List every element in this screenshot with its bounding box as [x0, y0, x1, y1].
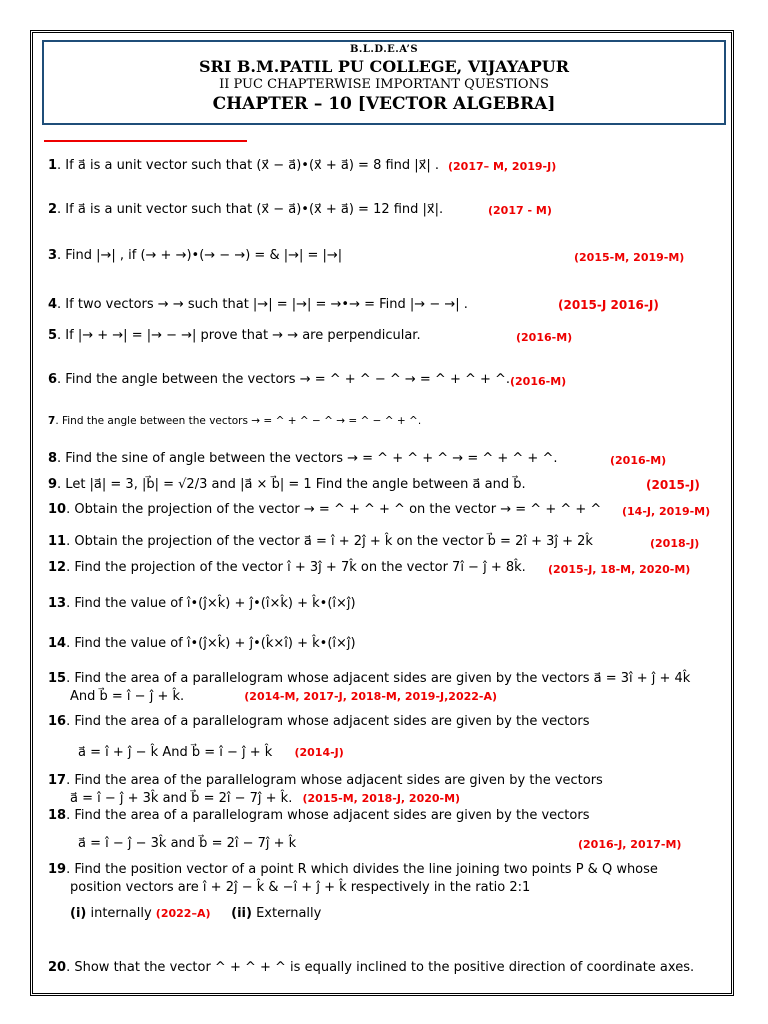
question-10: 10. Obtain the projection of the vector → = ^ + ^ + ^ on the vector → = ^ + ^ + ^ (14-J, 2019-M) — [48, 502, 711, 518]
question-years: (2014-M, 2017-J, 2018-M, 2019-J,2022-A) — [244, 690, 498, 703]
question-6: 6. Find the angle between the vectors → = ^ + ^ − ^ → = ^ + ^ + ^. (2016-M) — [48, 372, 567, 388]
question-11: 11. Obtain the projection of the vector a⃗ = î + 2ĵ + k̂ on the vector b⃗ = 2î + 3ĵ + 2k̂ (2018-J) — [48, 534, 700, 550]
question-9: 9. Let |a⃗| = 3, |b⃗| = √2/3 and |a⃗ × b⃗| = 1 Find the angle between a⃗ and b⃗. (2015-J) — [48, 477, 700, 492]
header-subtitle: II PUC CHAPTERWISE IMPORTANT QUESTIONS — [219, 77, 549, 92]
question-15-line2: And b⃗ = î − ĵ + k̂. (2014-M, 2017-J, 2018-M, 2019-J,2022-A) — [70, 689, 498, 704]
question-2: 2. If a⃗ is a unit vector such that (x⃗ − a⃗)•(x⃗ + a⃗) = 12 find |x⃗|. (2017 - M) — [48, 202, 552, 217]
question-3: 3. Find |→| , if (→ + →)•(→ − →) = & |→| = |→| (2015-M, 2019-M) — [48, 248, 685, 264]
question-17: 17. Find the area of the parallelogram whose adjacent sides are given by the vectors — [48, 773, 603, 788]
question-years: (2016-M) — [610, 454, 667, 467]
question-years: (2015-M, 2018-J, 2020-M) — [302, 792, 461, 805]
question-20: 20. Show that the vector ^ + ^ + ^ is equally inclined to the positive direction of coordinate axes. — [48, 960, 695, 975]
question-years: (2018-J) — [650, 537, 700, 550]
question-16-line2: a⃗ = î + ĵ − k̂ And b⃗ = î − ĵ + k̂ (2014-J) — [78, 745, 344, 760]
question-14: 14. Find the value of î•(ĵ×k̂) + ĵ•(k̂×î) + k̂•(î×ĵ) — [48, 636, 356, 651]
question-8: 8. Find the sine of angle between the vectors → = ^ + ^ + ^ → = ^ + ^ + ^. (2016-M) — [48, 451, 667, 467]
question-years: (2016-M) — [516, 331, 573, 344]
question-15: 15. Find the area of a parallelogram whose adjacent sides are given by the vectors a⃗ = 3î + ĵ + 4k̂ — [48, 671, 691, 686]
question-1: 1. If a⃗ is a unit vector such that (x⃗ − a⃗)•(x⃗ + a⃗) = 8 find |x⃗| . (2017– M, 2019-J) — [48, 158, 557, 173]
question-years: (2017– M, 2019-J) — [448, 160, 557, 173]
question-13: 13. Find the value of î•(ĵ×k̂) + ĵ•(î×k̂) + k̂•(î×ĵ) — [48, 596, 356, 611]
question-years: (2017 - M) — [488, 204, 552, 217]
question-years: (14-J, 2019-M) — [622, 505, 711, 518]
red-divider — [44, 140, 247, 142]
question-years: (2016-J, 2017-M) — [578, 838, 682, 851]
question-years: (2015-M, 2019-M) — [574, 251, 685, 264]
question-years: (2015-J) — [646, 478, 700, 492]
question-years: (2015-J 2016-J) — [558, 298, 659, 312]
question-5: 5. If |→ + →| = |→ − →| prove that → → are perpendicular. (2016-M) — [48, 328, 573, 344]
question-19-line2: position vectors are î + 2ĵ − k̂ & −î + ĵ + k̂ respectively in the ratio 2:1 — [70, 880, 531, 895]
question-18: 18. Find the area of a parallelogram whose adjacent sides are given by the vectors — [48, 808, 590, 823]
question-18-line2: a⃗ = î − ĵ − 3k̂ and b⃗ = 2î − 7ĵ + k̂ — [78, 836, 297, 851]
question-years: (2014-J) — [294, 746, 344, 759]
question-17-line2: a⃗ = î − ĵ + 3k̂ and b⃗ = 2î − 7ĵ + k̂. (2015-M, 2018-J, 2020-M) — [70, 791, 461, 806]
question-7: 7. Find the angle between the vectors → = ^ + ^ − ^ → = ^ − ^ + ^. — [48, 415, 422, 427]
question-4: 4. If two vectors → → such that |→| = |→| = →•→ = Find |→ − →| . (2015-J 2016-J) — [48, 297, 659, 312]
chapter-title: CHAPTER – 10 [VECTOR ALGEBRA] — [212, 94, 556, 114]
question-19: 19. Find the position vector of a point R which divides the line joining two points P & Q whose — [48, 862, 658, 877]
page-header — [42, 40, 726, 125]
question-12: 12. Find the projection of the vector î + 3ĵ + 7k̂ on the vector 7î − ĵ + 8k̂. (2015-J, 18-M, 2020-M) — [48, 560, 691, 576]
org-name: B.L.D.E.A’S — [349, 44, 419, 55]
question-16: 16. Find the area of a parallelogram whose adjacent sides are given by the vectors — [48, 714, 590, 729]
college-name: SRI B.M.PATIL PU COLLEGE, VIJAYAPUR — [199, 57, 569, 76]
question-years: (2016-M) — [510, 375, 567, 388]
question-19-options: (i) internally (2022–A) (ii) Externally — [70, 906, 322, 921]
question-years: (2015-J, 18-M, 2020-M) — [548, 563, 691, 576]
